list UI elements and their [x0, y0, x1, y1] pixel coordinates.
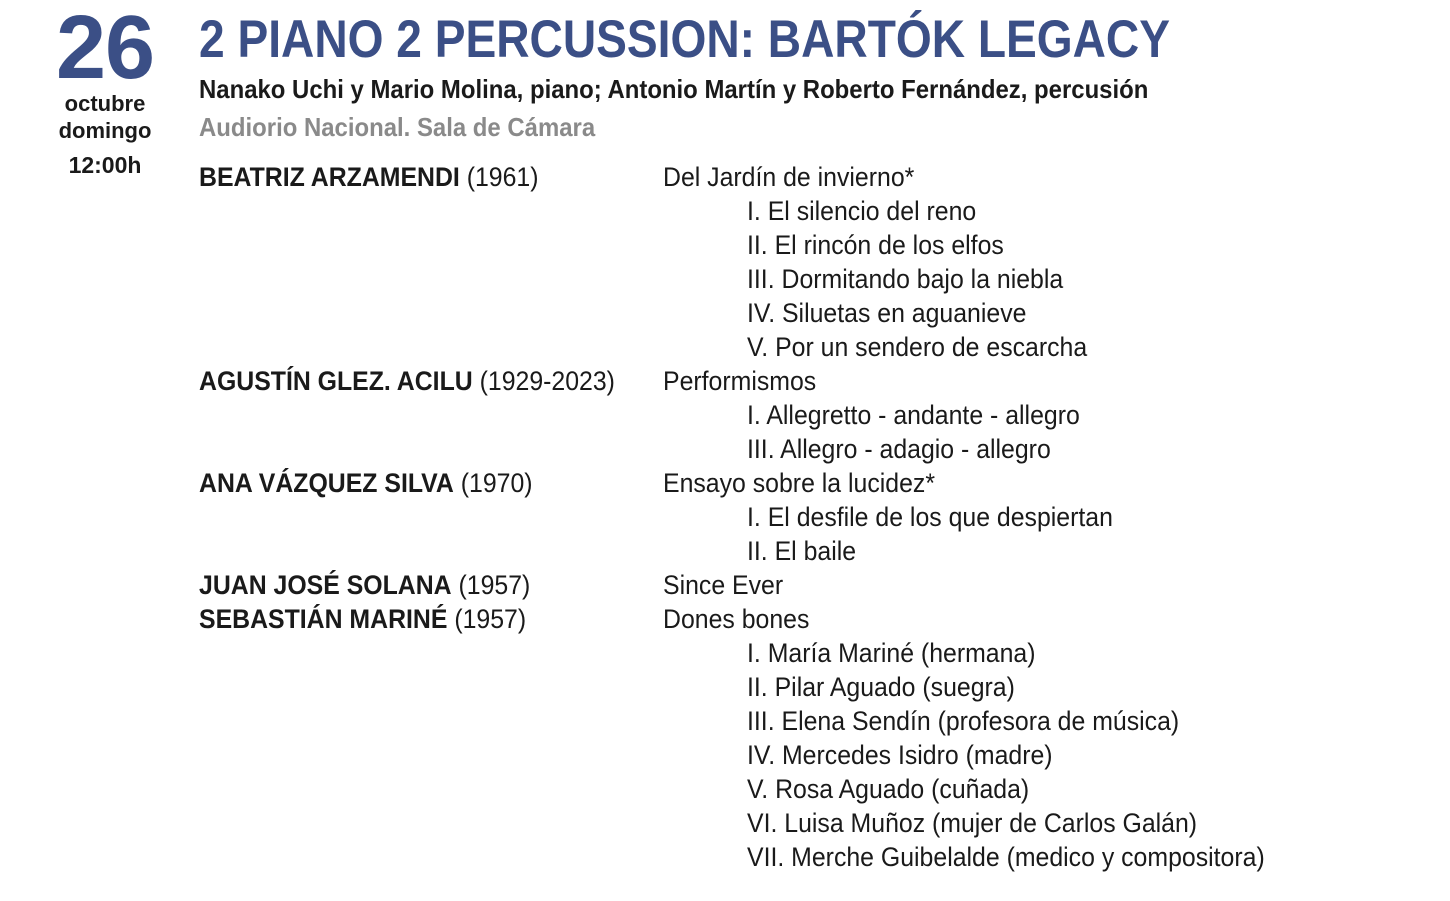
movement-row	[199, 704, 1429, 738]
movement: VI. Luisa Muñoz (mujer de Carlos Galán)	[747, 808, 1198, 838]
date-month: octubre	[64, 91, 146, 116]
movement-row	[199, 670, 1429, 704]
movement: II. Pilar Aguado (suegra)	[747, 672, 1015, 702]
movement: III. Allegro - adagio - allegro	[747, 434, 1051, 464]
work-title: Performismos	[663, 366, 817, 396]
movement: IV. Siluetas en aguanieve	[747, 298, 1027, 328]
composer-years: (1957)	[447, 604, 527, 634]
composer-name: ANA VÁZQUEZ SILVA	[199, 468, 454, 498]
movement: I. Allegretto - andante - allegro	[747, 400, 1080, 430]
movement: III. Dormitando bajo la niebla	[747, 264, 1064, 294]
program-entry	[199, 364, 1429, 398]
composer-name: BEATRIZ ARZAMENDI	[199, 162, 460, 192]
movement: II. El rincón de los elfos	[747, 230, 1004, 260]
composer-years: (1957)	[451, 570, 531, 600]
movement-row	[199, 840, 1429, 874]
concert-time: 12:00h	[68, 152, 142, 178]
composer	[199, 466, 533, 500]
movement: III. Elena Sendín (profesora de música)	[747, 706, 1180, 736]
movement-row	[199, 194, 1429, 228]
composer-name: AGUSTÍN GLEZ. ACILU	[199, 366, 473, 396]
program-entry	[199, 160, 1429, 194]
composer-name: SEBASTIÁN MARINÉ	[199, 604, 448, 634]
composer	[199, 364, 615, 398]
movement: I. María Mariné (hermana)	[747, 638, 1036, 668]
program-entry	[199, 466, 1429, 500]
composer-name: JUAN JOSÉ SOLANA	[199, 570, 452, 600]
movement-row	[199, 534, 1429, 568]
movement: I. El silencio del reno	[747, 196, 977, 226]
movement-row	[199, 636, 1429, 670]
movement: VII. Merche Guibelalde (medico y compositora)	[747, 842, 1265, 872]
work-title: Dones bones	[663, 604, 810, 634]
composer	[199, 568, 530, 602]
date-block	[40, 0, 170, 180]
movement: V. Rosa Aguado (cuñada)	[747, 774, 1030, 804]
date-weekday: domingo	[58, 118, 152, 143]
movement: II. El baile	[747, 536, 857, 566]
work-title: Ensayo sobre la lucidez*	[663, 468, 936, 498]
movement-row	[199, 500, 1429, 534]
movement-row	[199, 738, 1429, 772]
composer	[199, 160, 539, 194]
movement: V. Por un sendero de escarcha	[747, 332, 1088, 362]
concert-title: 2 PIANO 2 PERCUSSION: BARTÓK LEGACY	[199, 10, 1171, 69]
composer	[199, 602, 526, 636]
program-entry	[199, 568, 1429, 602]
movement-row	[199, 806, 1429, 840]
movement-row	[199, 262, 1429, 296]
movement-row	[199, 296, 1429, 330]
movement-row	[199, 228, 1429, 262]
movement-row	[199, 432, 1429, 466]
date-day: 26	[55, 0, 155, 98]
program-entry	[199, 602, 1429, 636]
movement: IV. Mercedes Isidro (madre)	[747, 740, 1053, 770]
movement: I. El desfile de los que despiertan	[747, 502, 1113, 532]
movement-row	[199, 330, 1429, 364]
composer-years: (1961)	[459, 162, 539, 192]
concert-venue: Audiorio Nacional. Sala de Cámara	[199, 112, 596, 142]
work-title: Since Ever	[663, 570, 784, 600]
movement-row	[199, 398, 1429, 432]
composer-years: (1929-2023)	[472, 366, 615, 396]
concert-performers: Nanako Uchi y Mario Molina, piano; Antonio Martín y Roberto Fernández, percusión	[199, 74, 1149, 104]
work-title: Del Jardín de invierno*	[663, 162, 915, 192]
composer-years: (1970)	[453, 468, 533, 498]
movement-row	[199, 772, 1429, 806]
program-list	[199, 160, 1429, 874]
